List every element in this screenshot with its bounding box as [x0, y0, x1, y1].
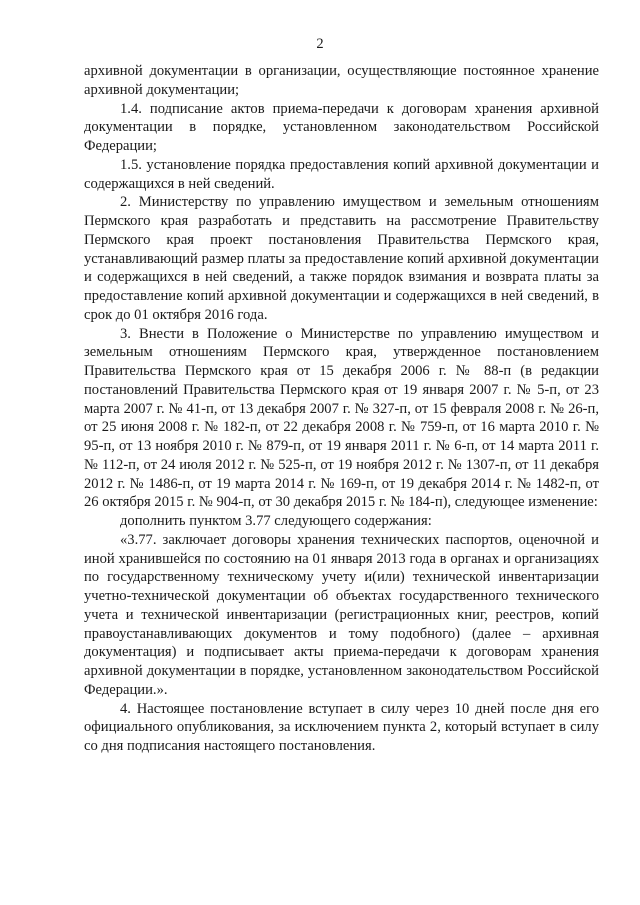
paragraph-4: 4. Настоящее постановление вступает в силу через 10 дней после дня его официального опубликования, за исключением пункта 2, который вступает в силу со дня подписания настоящего постановления.	[84, 700, 599, 754]
paragraph-1-5: 1.5. установление порядка предоставления копий архивной документации и содержащихся в ней сведений.	[84, 156, 599, 192]
paragraph-continuation: архивной документации в организации, осуществляющие постоянное хранение архивной документации;	[84, 63, 599, 98]
paragraph-3-intro: дополнить пунктом 3.77 следующего содержания:	[120, 513, 432, 529]
paragraph-2: 2. Министерству по управлению имуществом и земельным отношениям Пермского края разработать и представить на рассмотрение Правительству Пермского края проект постановления Правительства Пермского края, устанавливающий размер платы за предоставление копий архивной документации и содержащихся в ней сведений, а также порядок взимания и возврата платы за предоставление копий архивной документации и содержащихся в ней сведений, в срок до 01 октября 2016 года.	[84, 194, 599, 323]
document-body	[84, 62, 599, 756]
paragraph-3-77-quote: «3.77. заключает договоры хранения технических паспортов, оценочной и иной хранившейся по состоянию на 01 января 2013 года в органах и организациях по государственному техническому учету и(или) технической инвентаризации учетно-технической документации об объектах государственного технического учета и технической инвентаризации (регистрационных книг, реестров, копий правоустанавливающих документов и тому подобного) (далее – архивная документация) и подписывает акты приема-передачи к договорам хранения архивной документации в порядке, установленном законодательством Российской Федерации.».	[84, 531, 599, 698]
paragraph-1-4: 1.4. подписание актов приема-передачи к договорам хранения архивной документации в порядке, установленном законодательством Российской Федерации;	[84, 100, 599, 154]
paragraph-3: 3. Внести в Положение о Министерстве по управлению имуществом и земельным отношениям Пермского края, утвержденное постановлением Правительства Пермского края от 15 декабря 2006 г. № 88-п (в редакции постановлений Правительства Пермского края от 19 января 2007 г. № 5-п, от 23 марта 2007 г. № 41-п, от 13 декабря 2007 г. № 327-п, от 15 февраля 2008 г. № 26-п, от 25 июня 2008 г. № 182-п, от 22 декабря 2008 г. № 759-п, от 16 марта 2010 г. № 95-п, от 13 ноября 2010 г. № 879-п, от 19 января 2011 г. № 6-п, от 14 марта 2011 г. № 112-п, от 24 июля 2012 г. № 525-п, от 19 ноября 2012 г. № 1307-п, от 11 декабря 2012 г. № 1486-п, от 19 марта 2014 г. № 169-п, от 19 декабря 2014 г. № 1482-п, от 26 октября 2015 г. № 904-п, от 30 декабря 2015 г. № 184-п), следующее изменение:	[84, 325, 599, 511]
page-number: 2	[316, 36, 324, 52]
